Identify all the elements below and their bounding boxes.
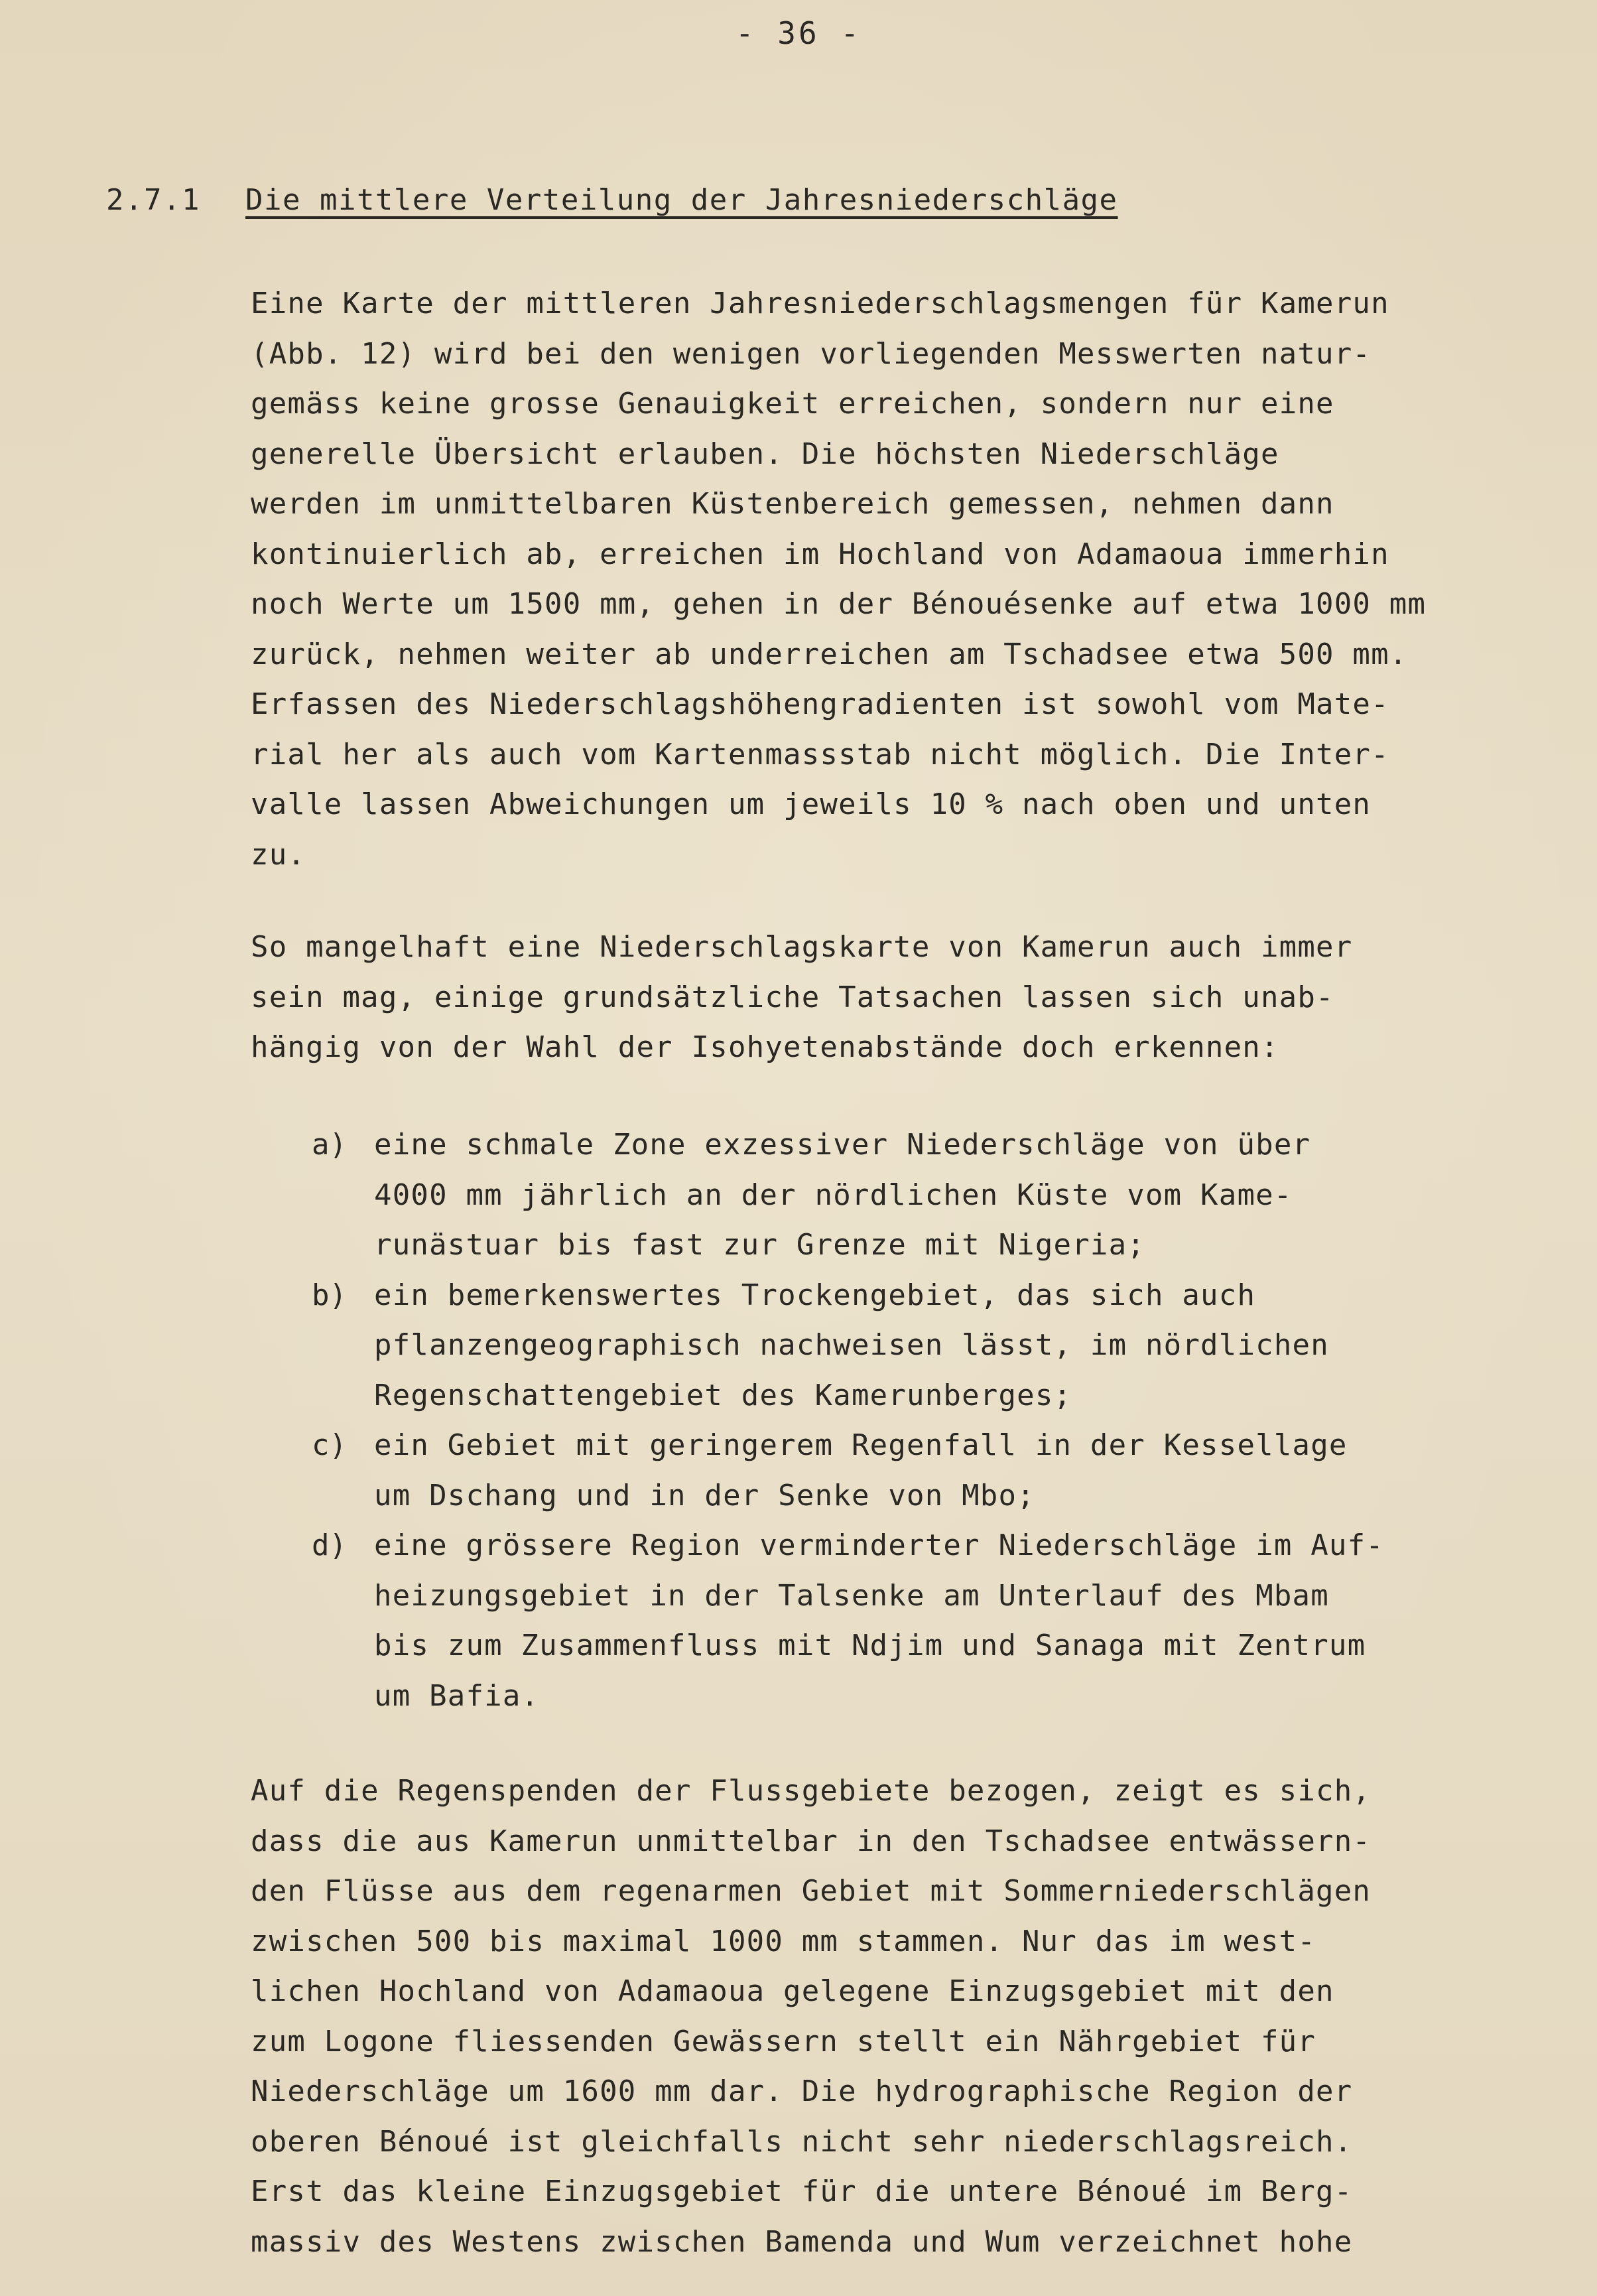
paragraph-line: zurück, nehmen weiter ab underreichen am Tschadsee etwa 500 mm. [251,637,1408,671]
list-item-a [251,1120,1570,1270]
paragraph-2 [251,922,1570,1073]
list-line: runästuar bis fast zur Grenze mit Nigeria; [374,1228,1145,1262]
list-line: um Bafia. [374,1678,540,1713]
paragraph-line: den Flüsse aus dem regenarmen Gebiet mit Sommerniederschlägen [251,1874,1372,1908]
list-line: eine grössere Region verminderter Niederschläge im Auf- [374,1528,1384,1562]
paragraph-line: gemäss keine grosse Genauigkeit erreichen, sondern nur eine [251,387,1334,421]
paragraph-3 [251,1766,1570,2267]
paragraph-line: werden im unmittelbaren Küstenbereich gemessen, nehmen dann [251,487,1334,521]
paragraph-line: massiv des Westens zwischen Bamenda und Wum verzeichnet hohe [251,2224,1353,2259]
paragraph-line: Erfassen des Niederschlagshöhengradienten ist sowohl vom Mate- [251,687,1389,721]
list-line: ein Gebiet mit geringerem Regenfall in der Kessellage [374,1428,1348,1462]
list-line: heizungsgebiet in der Talsenke am Unterlauf des Mbam [374,1578,1329,1613]
section-number: 2.7.1 [106,183,201,217]
paragraph-line: zu. [251,837,306,872]
enumerated-list [251,1120,1570,1721]
list-line: um Dschang und in der Senke von Mbo; [374,1478,1035,1513]
paragraph-line: dass die aus Kamerun unmittelbar in den Tschadsee entwässern- [251,1824,1372,1858]
list-item-d [251,1520,1570,1721]
paragraph-line: Erst das kleine Einzugsgebiet für die untere Bénoué im Berg- [251,2175,1353,2208]
section-heading [106,180,1118,220]
list-marker: c) [312,1428,347,1462]
list-marker: a) [312,1128,347,1162]
paragraph-line: zwischen 500 bis maximal 1000 mm stammen. Nur das im west- [251,1924,1316,1958]
paragraph-line: Eine Karte der mittleren Jahresniederschlagsmengen für Kamerun [251,287,1389,320]
list-marker: d) [312,1528,347,1562]
list-line: 4000 mm jährlich an der nördlichen Küste vom Kame- [374,1178,1293,1212]
paragraph-line: zum Logone fliessenden Gewässern stellt ein Nährgebiet für [251,2024,1316,2059]
paragraph-line: Auf die Regenspenden der Flussgebiete bezogen, zeigt es sich, [251,1774,1372,1808]
paragraph-line: kontinuierlich ab, erreichen im Hochland von Adamaoua immerhin [251,537,1389,571]
paragraph-line: generelle Übersicht erlauben. Die höchsten Niederschläge [251,437,1279,471]
paragraph-1 [251,279,1570,880]
page-number: - 36 - [735,15,862,51]
list-item-b [251,1270,1570,1421]
paragraph-line: hängig von der Wahl der Isohyetenabstände doch erkennen: [251,1030,1279,1064]
paragraph-line: So mangelhaft eine Niederschlagskarte von Kamerun auch immer [251,930,1353,964]
list-line: bis zum Zusammenfluss mit Ndjim und Sanaga mit Zentrum [374,1629,1366,1662]
list-line: Regenschattengebiet des Kamerunberges; [374,1378,1072,1412]
paragraph-line: (Abb. 12) wird bei den wenigen vorliegenden Messwerten natur- [251,336,1372,371]
list-marker: b) [312,1278,347,1312]
section-title: Die mittlere Verteilung der Jahresniederschläge [245,183,1118,217]
list-line: pflanzengeographisch nachweisen lässt, im nördlichen [374,1328,1329,1362]
paragraph-line: lichen Hochland von Adamaoua gelegene Einzugsgebiet mit den [251,1974,1334,2008]
list-line: ein bemerkenswertes Trockengebiet, das sich auch [374,1278,1256,1312]
paragraph-line: valle lassen Abweichungen um jeweils 10 % nach oben und unten [251,787,1372,821]
paragraph-line: noch Werte um 1500 mm, gehen in der Bénouésenke auf etwa 1000 mm [251,587,1427,621]
list-line: eine schmale Zone exzessiver Niederschläge von über [374,1128,1311,1162]
paragraph-line: oberen Bénoué ist gleichfalls nicht sehr niederschlagsreich. [251,2124,1353,2159]
paragraph-line: Niederschläge um 1600 mm dar. Die hydrographische Region der [251,2074,1353,2108]
paragraph-line: sein mag, einige grundsätzliche Tatsachen lassen sich unab- [251,980,1334,1014]
paragraph-line: rial her als auch vom Kartenmassstab nicht möglich. Die Inter- [251,737,1389,772]
list-item-c [251,1420,1570,1520]
